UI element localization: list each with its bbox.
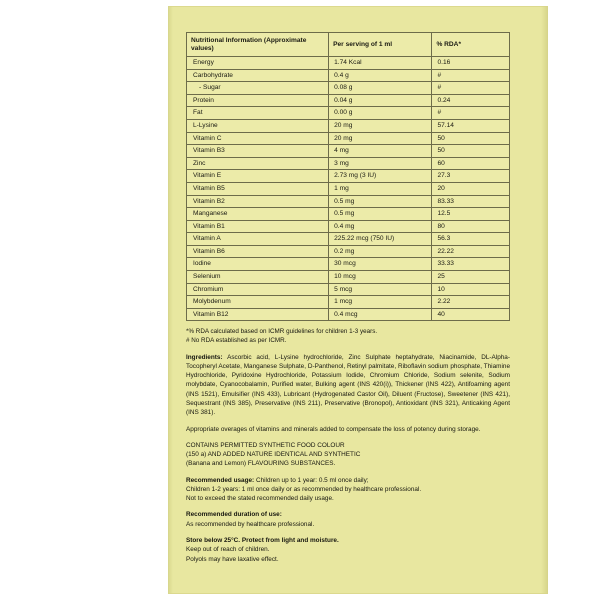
cell-amount: 1 mcg <box>329 296 432 309</box>
cell-rda: 50 <box>432 145 510 158</box>
cell-rda: 25 <box>432 270 510 283</box>
table-row <box>187 233 510 246</box>
rda-footnotes <box>186 327 510 345</box>
ingredients-heading: Ingredients: <box>186 353 223 361</box>
cell-amount: 0.5 mg <box>329 208 432 221</box>
cell-nutrient: Vitamin B5 <box>187 182 329 195</box>
cell-amount: 225.22 mcg (750 IU) <box>329 233 432 246</box>
cell-amount: 0.04 g <box>329 94 432 107</box>
cell-rda: 83.33 <box>432 195 510 208</box>
cell-amount: 0.4 g <box>329 69 432 82</box>
table-row <box>187 120 510 133</box>
storage-line-3: Polyols may have laxative effect. <box>186 555 279 563</box>
recommended-usage-section <box>186 476 510 504</box>
footnote-no-rda: # No RDA established as per ICMR. <box>186 337 287 345</box>
cell-rda: 0.24 <box>432 94 510 107</box>
ingredients-section <box>186 353 510 418</box>
cell-amount: 0.5 mg <box>329 195 432 208</box>
colour-line-2: (150 a) AND ADDED NATURE IDENTICAL AND SYNTHETIC <box>186 451 361 459</box>
table-row <box>187 283 510 296</box>
table-row <box>187 132 510 145</box>
cell-rda: 10 <box>432 283 510 296</box>
cell-nutrient: Vitamin A <box>187 233 329 246</box>
cell-amount: 20 mg <box>329 120 432 133</box>
product-carton-panel <box>168 6 548 594</box>
cell-nutrient: Protein <box>187 94 329 107</box>
cell-rda: 2.22 <box>432 296 510 309</box>
cell-rda: # <box>432 107 510 120</box>
table-row <box>187 145 510 158</box>
food-colour-statement <box>186 441 510 469</box>
cell-amount: 0.2 mg <box>329 245 432 258</box>
cell-nutrient: Molybdenum <box>187 296 329 309</box>
cell-amount: 1.74 Kcal <box>329 57 432 70</box>
cell-nutrient: Chromium <box>187 283 329 296</box>
cell-nutrient: Vitamin B1 <box>187 220 329 233</box>
cell-rda: 80 <box>432 220 510 233</box>
table-row <box>187 170 510 183</box>
table-row <box>187 69 510 82</box>
cell-rda: 40 <box>432 308 510 321</box>
table-row <box>187 245 510 258</box>
cell-nutrient: Vitamin B6 <box>187 245 329 258</box>
cell-amount: 0.4 mg <box>329 220 432 233</box>
cell-rda: 56.3 <box>432 233 510 246</box>
cell-rda: 20 <box>432 182 510 195</box>
colour-line-3: (Banana and Lemon) FLAVOURING SUBSTANCES. <box>186 460 336 468</box>
table-row <box>187 220 510 233</box>
cell-amount: 20 mg <box>329 132 432 145</box>
cell-rda: 60 <box>432 157 510 170</box>
table-row <box>187 270 510 283</box>
cell-rda: 50 <box>432 132 510 145</box>
cell-rda: 22.22 <box>432 245 510 258</box>
table-header-row <box>187 33 510 57</box>
cell-nutrient: Fat <box>187 107 329 120</box>
storage-line-2: Keep out of reach of children. <box>186 546 270 554</box>
cell-amount: 0.4 mcg <box>329 308 432 321</box>
storage-section <box>186 536 510 564</box>
table-row <box>187 258 510 271</box>
storage-heading: Store below 25°C. Protect from light and moisture. <box>186 537 339 545</box>
cell-rda: # <box>432 69 510 82</box>
table-row <box>187 157 510 170</box>
table-body <box>187 57 510 321</box>
usage-heading <box>186 476 510 485</box>
footnote-rda: *% RDA calculated based on ICMR guidelines for children 1-3 years. <box>186 328 378 336</box>
cell-rda: 12.5 <box>432 208 510 221</box>
colour-line-1: CONTAINS PERMITTED SYNTHETIC FOOD COLOUR <box>186 441 345 449</box>
cell-amount: 1 mg <box>329 182 432 195</box>
table-row <box>187 82 510 95</box>
cell-nutrient: Vitamin C <box>187 132 329 145</box>
cell-amount: 0.08 g <box>329 82 432 95</box>
nutritional-information-table <box>186 32 510 321</box>
cell-nutrient: Vitamin B2 <box>187 195 329 208</box>
cell-nutrient: Carbohydrate <box>187 69 329 82</box>
table-row <box>187 208 510 221</box>
column-header-serving: Per serving of 1 ml <box>329 33 432 57</box>
cell-amount: 5 mcg <box>329 283 432 296</box>
cell-nutrient: - Sugar <box>187 82 329 95</box>
cell-rda: 33.33 <box>432 258 510 271</box>
cell-rda: 0.16 <box>432 57 510 70</box>
cell-nutrient: Vitamin B3 <box>187 145 329 158</box>
cell-nutrient: Selenium <box>187 270 329 283</box>
cell-rda: 57.14 <box>432 120 510 133</box>
cell-amount: 2.73 mg (3 IU) <box>329 170 432 183</box>
usage-line-3: Not to exceed the stated recommended daily usage. <box>186 495 334 503</box>
cell-amount: 0.00 g <box>329 107 432 120</box>
column-header-rda: % RDA* <box>432 33 510 57</box>
cell-amount: 30 mcg <box>329 258 432 271</box>
table-row <box>187 107 510 120</box>
cell-rda: 27.3 <box>432 170 510 183</box>
table-row <box>187 94 510 107</box>
cell-rda: # <box>432 82 510 95</box>
cell-nutrient: Vitamin B12 <box>187 308 329 321</box>
duration-heading: Recommended duration of use: <box>186 511 282 519</box>
cell-nutrient: Zinc <box>187 157 329 170</box>
table-row <box>187 57 510 70</box>
usage-line-2: Children 1-2 years: 1 ml once daily or as recommended by healthcare professional. <box>186 485 422 493</box>
table-row <box>187 182 510 195</box>
usage-line-1: Children up to 1 year: 0.5 ml once daily; <box>255 476 369 484</box>
table-row <box>187 296 510 309</box>
ingredients-text: Ascorbic acid, L-Lysine hydrochloride, Zinc Sulphate heptahydrate, Niacinamide, DL-Alpha-Tocopheryl Acetate, Manganese Sulphate, D-Panthenol, Retinyl palmitate, Riboflavin sodium phosphate, Thiamine Hydrochloride, Pyridoxine Hydrochloride, Potassium Iodide, Chromium Chloride, Sodium selenite, Sodium molybdate, Cyanocobalamin, Purified water, Bulking agent (INS 420(i)), Thickener (INS 422), Antifoaming agent (INS 1521), Emulsifier (INS 433), Lubricant (Hydrogenated Castor Oil), Diluent (Fructose), Sweetener (INS 421), Sequestrant (INS 385), Preservative (INS 211), Preservative (Bronopol), Antioxidant (INS 321), Anticaking Agent (INS 381). <box>186 353 510 417</box>
table-row <box>187 308 510 321</box>
cell-amount: 3 mg <box>329 157 432 170</box>
table-header <box>187 33 510 57</box>
label-content <box>186 32 526 564</box>
cell-amount: 4 mg <box>329 145 432 158</box>
duration-section <box>186 510 510 529</box>
cell-nutrient: Energy <box>187 57 329 70</box>
column-header-nutrient: Nutritional Information (Approximate values) <box>187 33 329 57</box>
duration-text: As recommended by healthcare professional. <box>186 520 315 528</box>
cell-nutrient: Vitamin E <box>187 170 329 183</box>
cell-nutrient: L-Lysine <box>187 120 329 133</box>
cell-amount: 10 mcg <box>329 270 432 283</box>
table-row <box>187 195 510 208</box>
usage-heading-text: Recommended usage: <box>186 476 255 484</box>
overage-note: Appropriate overages of vitamins and minerals added to compensate the loss of potency during storage. <box>186 425 481 433</box>
cell-nutrient: Iodine <box>187 258 329 271</box>
cell-nutrient: Manganese <box>187 208 329 221</box>
